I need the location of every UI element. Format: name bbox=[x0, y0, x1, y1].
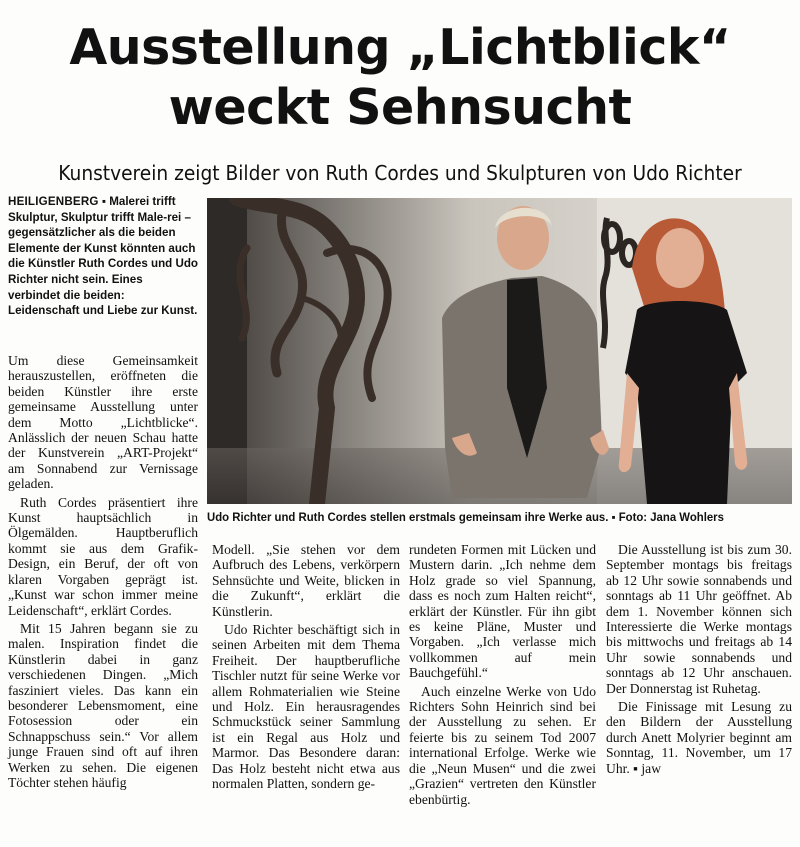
headline bbox=[0, 18, 800, 138]
article-column-2 bbox=[212, 542, 400, 795]
article-column-1 bbox=[8, 353, 198, 793]
paragraph: Mit 15 Jahren begann sie zu malen. Inspiration findet die Künstlerin dabei in ganz verschiedenen Dingen. „Mich fasziniert vieles. Das kann ein besonderer Lebensmoment, eine Fotosession oder ein Schnappschuss sein.“ Vor allem junge Frauen sind oft auf ihren Werken zu sehen. Die eigenen Töchter stehen häufig bbox=[8, 620, 198, 790]
paragraph: Udo Richter beschäftigt sich in seinen Arbeiten mit dem Thema Freiheit. Der hauptberufliche Tischler nutzt für seine Werke vor allem Rohmaterialien wie Steine und Holz. Ein herausragendes Schmuckstück seiner Sammlung ist ein Regal aus Holz und Marmor. Das Besondere daran: Das Holz besteht nicht etwa aus normalen Platten, sondern ge- bbox=[212, 622, 400, 792]
paragraph: Um diese Gemeinsamkeit herauszustellen, eröffneten die beiden Künstler ihre erste gemeinsame Ausstellung unter dem Motto „Lichtblicke“. Anlässlich der neuen Schau hatte der Kunstverein „ART-Projekt“ am Sonnabend zur Vernissage geladen. bbox=[8, 353, 198, 492]
subheadline: Kunstverein zeigt Bilder von Ruth Cordes und Skulpturen von Udo Richter bbox=[58, 161, 742, 185]
paragraph: Modell. „Sie stehen vor dem Aufbruch des Lebens, verkörpern Sehnsüchte und Weite, blicken in die Zukunft“, erklärt die Künstlerin. bbox=[212, 542, 400, 619]
paragraph: Ruth Cordes präsentiert ihre Kunst hauptsächlich in Ölgemälden. Hauptberuflich kommt sie aus dem Grafik-Design, ein Beruf, der oft von klaren Vorgaben geprägt ist. „Kunst war schon immer meine Leidenschaft“, erklärt Cordes. bbox=[8, 494, 198, 618]
paragraph: rundeten Formen mit Lücken und Mustern darin. „Ich nehme dem Holz grade so viel Spannung, dass es noch zum Halten reicht“, erklärt der Künstler. Für ihn gibt es keine Pläne, Muster und Vorgaben. „Ich verlasse mich vollkommen auf mein Bauchgefühl.“ bbox=[409, 542, 596, 681]
paragraph: Die Finissage mit Lesung zu den Bildern der Ausstellung durch Anett Molyrier beginnt am Sonntag, 11. November, um 17 Uhr. ▪ jaw bbox=[606, 699, 792, 776]
dateline: HEILIGENBERG bbox=[8, 195, 99, 208]
lead-paragraph bbox=[8, 194, 198, 319]
paragraph: Die Ausstellung ist bis zum 30. September montags bis freitags ab 12 Uhr sowie sonnabends und sonntags ab 11 Uhr geöffnet. Ab dem 1. November können sich Interessierte die Werke montags bis mittwochs und freitags ab 14 Uhr sowie sonnabends und sonntags ab 12 Uhr anschauen. Der Donnerstag ist Ruhetag. bbox=[606, 542, 792, 696]
headline-line-1: Ausstellung „Lichtblick“ bbox=[69, 19, 731, 76]
photo-caption: Udo Richter und Ruth Cordes stellen erstmals gemeinsam ihre Werke aus. ▪ Foto: Jana Wohlers bbox=[207, 511, 724, 524]
headline-line-2: weckt Sehnsucht bbox=[168, 79, 632, 136]
article-photo bbox=[207, 198, 792, 504]
article-column-3 bbox=[409, 542, 596, 810]
dateline-separator: ▪ bbox=[101, 195, 110, 208]
lead-text: Malerei trifft Skulptur, Skulptur trifft Male-rei – gegensätzlicher als die beiden Elemente der Kunst könnten auch die Künstler Ruth Cordes und Udo Richter nicht sein. Eines verbindet die beiden: Leidenschaft und Liebe zur Kunst. bbox=[8, 195, 199, 318]
article-column-4 bbox=[606, 542, 792, 779]
paragraph: Auch einzelne Werke von Udo Richters Sohn Heinrich sind bei der Ausstellung zu sehen. Er feierte bis zu seinem Tod 2007 international Erfolge. Werke wie die „Neun Musen“ und die zwei „Grazien“ vertreten den Künstler ebenbürtig. bbox=[409, 683, 596, 807]
